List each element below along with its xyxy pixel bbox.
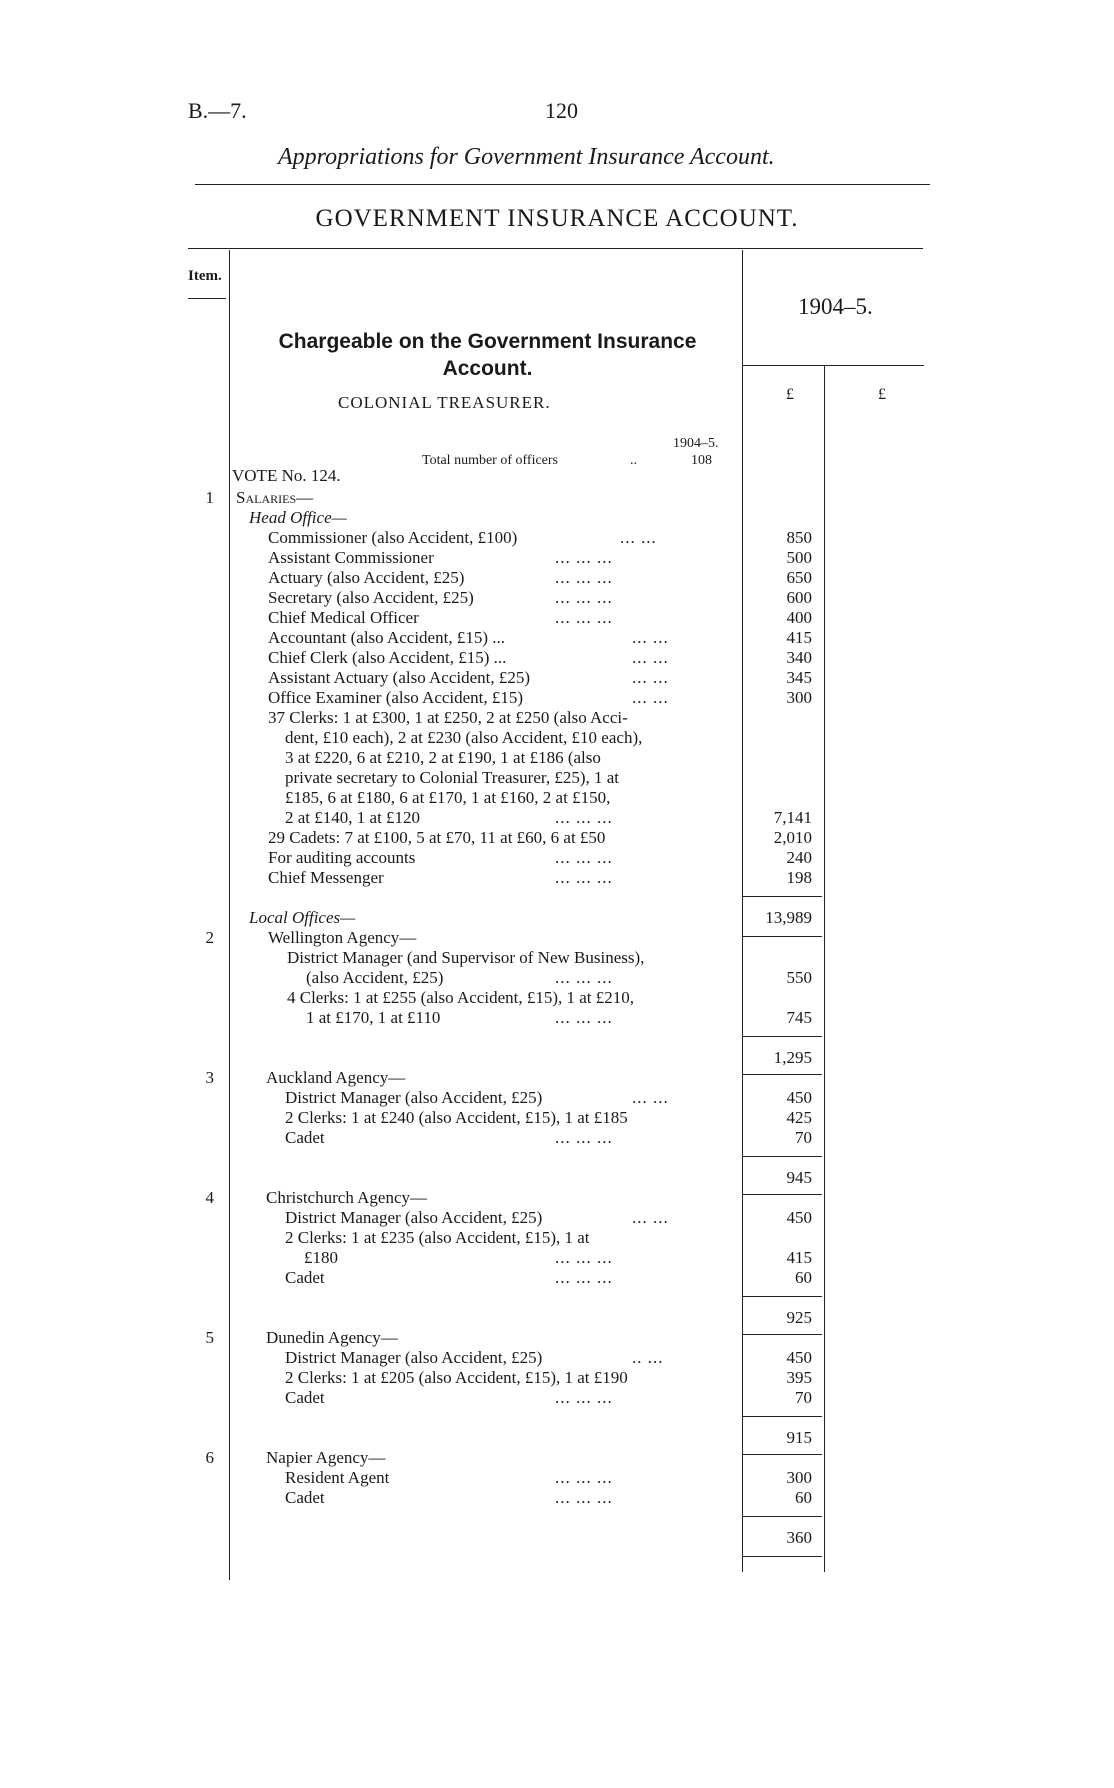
manager-amount: 450 — [786, 1348, 812, 1367]
cadets-row: 29 Cadets: 7 at £100, 5 at £70, 11 at £60, 6 at £50 — [268, 828, 606, 847]
cadet-row: Cadet — [285, 1268, 325, 1287]
manager-row: District Manager (and Supervisor of New Business), — [287, 948, 645, 967]
clerks-row: 2 Clerks: 1 at £240 (also Accident, £15), 1 at £185 — [285, 1108, 628, 1127]
leader-dots: ... ... ... — [555, 1248, 613, 1267]
leader-dots: ... ... — [632, 1208, 669, 1227]
salary-amount: 340 — [786, 648, 812, 667]
leader-dots: ... ... ... — [555, 568, 613, 587]
clerks-line: private secretary to Colonial Treasurer, £25), 1 at — [285, 768, 620, 787]
cadet-amount: 70 — [795, 1388, 812, 1407]
salary-row: Commissioner (also Accident, £100) — [268, 528, 518, 547]
manager-row: District Manager (also Accident, £25) — [285, 1088, 543, 1107]
header-divider — [195, 184, 930, 185]
subtotal-rule — [742, 1334, 822, 1335]
clerks-amount: 7,141 — [773, 808, 812, 827]
clerks-amount: 415 — [786, 1248, 812, 1267]
clerks-row: 2 Clerks: 1 at £235 (also Accident, £15), 1 at — [285, 1228, 590, 1247]
subtotal-rule — [742, 1074, 822, 1075]
chargeable-heading: Chargeable on the Government Insurance Account. — [278, 330, 697, 380]
salary-amount: 850 — [786, 528, 812, 547]
leader-dots: ... ... ... — [555, 808, 613, 827]
item-number: 2 — [205, 928, 214, 947]
salary-amount: 400 — [786, 608, 812, 627]
leader-dots: ... ... ... — [555, 608, 613, 627]
page-number: 120 — [545, 98, 578, 123]
leader-dots: ... ... ... — [555, 1128, 613, 1147]
clerks-line: £185, 6 at £180, 6 at £170, 1 at £160, 2 at £150, — [285, 788, 611, 807]
subtotal-rule — [742, 1194, 822, 1195]
officers-count: 108 — [691, 453, 712, 468]
salary-amount: 500 — [786, 548, 812, 567]
vote-number: VOTE No. 124. — [232, 466, 341, 485]
cadet-row: Cadet — [285, 1488, 325, 1507]
leader-dots: .. ... — [632, 1348, 664, 1367]
agency-total: 945 — [786, 1168, 812, 1187]
salary-amount: 300 — [786, 688, 812, 707]
salary-amount: 650 — [786, 568, 812, 587]
clerks-line: dent, £10 each), 2 at £230 (also Accident, £10 each), — [285, 728, 643, 747]
salary-row: Chief Medical Officer — [268, 608, 419, 627]
leader-dots: ... ... ... — [555, 968, 613, 987]
agency-heading: Christchurch Agency— — [266, 1188, 427, 1207]
total-column-rule — [824, 365, 825, 1572]
agency-total: 360 — [786, 1528, 812, 1547]
subtotal-rule — [742, 1296, 822, 1297]
manager-amount: 450 — [786, 1088, 812, 1107]
leader-dots: ... ... ... — [555, 868, 613, 887]
leader-dots: ... ... — [632, 628, 669, 647]
subtotal-rule — [742, 1454, 822, 1455]
leader-dots: ... ... ... — [555, 548, 613, 567]
clerks-amount: 425 — [786, 1108, 812, 1127]
item-number: 1 — [205, 488, 214, 507]
agent-amount: 300 — [786, 1468, 812, 1487]
salaries-heading: Salaries— — [236, 488, 314, 507]
salary-row: Secretary (also Accident, £25) — [268, 588, 474, 607]
cadet-amount: 60 — [795, 1488, 812, 1507]
officers-label: Total number of officers — [422, 453, 558, 468]
agency-total: 915 — [786, 1428, 812, 1447]
item-header-rule — [188, 298, 226, 299]
clerks-row: 2 Clerks: 1 at £205 (also Accident, £15), 1 at £190 — [285, 1368, 628, 1387]
clerks-row: 4 Clerks: 1 at £255 (also Accident, £15), 1 at £210, — [287, 988, 635, 1007]
auditing-row: For auditing accounts — [268, 848, 416, 867]
salary-amount: 345 — [786, 668, 812, 687]
cadet-amount: 70 — [795, 1128, 812, 1147]
subtotal-rule — [742, 1556, 822, 1557]
leader-dots: ... ... ... — [555, 1008, 613, 1027]
leader-dots: ... ... ... — [555, 1488, 613, 1507]
cadet-amount: 60 — [795, 1268, 812, 1287]
manager-amount: 450 — [786, 1208, 812, 1227]
messenger-amount: 198 — [786, 868, 812, 887]
item-column-rule — [229, 250, 230, 1580]
agency-heading: Auckland Agency— — [266, 1068, 406, 1087]
cadet-row: Cadet — [285, 1388, 325, 1407]
item-number: 6 — [205, 1448, 214, 1467]
agency-total: 925 — [786, 1308, 812, 1327]
manager-row: District Manager (also Accident, £25) — [285, 1348, 543, 1367]
leader-dots: ... ... ... — [555, 1388, 613, 1407]
subtotal-rule — [742, 936, 822, 937]
salary-row: Actuary (also Accident, £25) — [268, 568, 465, 587]
document-code: B.—7. — [188, 98, 247, 123]
clerks-amount: 395 — [786, 1368, 812, 1387]
subtotal-rule — [742, 896, 822, 897]
salary-row: Assistant Commissioner — [268, 548, 434, 567]
subtotal-rule — [742, 1156, 822, 1157]
leader-dots: ... ... ... — [555, 848, 613, 867]
clerks-line: 2 at £140, 1 at £120 — [285, 808, 421, 827]
leader-dots: ... ... — [632, 688, 669, 707]
agency-heading: Napier Agency— — [266, 1448, 386, 1467]
manager-row: District Manager (also Accident, £25) — [285, 1208, 543, 1227]
appropriation-title: Appropriations for Government Insurance Account. — [278, 144, 775, 170]
agent-row: Resident Agent — [285, 1468, 390, 1487]
local-offices-heading: Local Offices— — [249, 908, 356, 927]
clerks-row-cont: 1 at £170, 1 at £110 — [306, 1008, 441, 1027]
leader-dots: ... ... — [620, 528, 657, 547]
leader-dots: ... ... — [632, 648, 669, 667]
agency-total: 1,295 — [773, 1048, 812, 1067]
salary-row: Chief Clerk (also Accident, £15) ... — [268, 648, 507, 667]
agency-heading: Dunedin Agency— — [266, 1328, 398, 1347]
subtotal-rule — [742, 1416, 822, 1417]
year-column-header: 1904–5. — [798, 294, 873, 319]
salary-row: Assistant Actuary (also Accident, £25) — [268, 668, 531, 687]
page-title: GOVERNMENT INSURANCE ACCOUNT. — [315, 205, 799, 232]
pound-column-1: £ — [786, 386, 794, 403]
pound-column-2: £ — [878, 386, 886, 403]
officers-year: 1904–5. — [673, 436, 719, 451]
agency-heading: Wellington Agency— — [268, 928, 417, 947]
cadets-amount: 2,010 — [773, 828, 812, 847]
year-header-rule — [742, 365, 924, 366]
salary-amount: 600 — [786, 588, 812, 607]
salary-row: Office Examiner (also Accident, £15) — [268, 688, 524, 707]
salary-row: Accountant (also Accident, £15) ... — [268, 628, 505, 647]
subtotal-rule — [742, 1036, 822, 1037]
cadet-row: Cadet — [285, 1128, 325, 1147]
clerks-row-cont: £180 — [304, 1248, 338, 1267]
leader-dots: ... ... ... — [555, 1268, 613, 1287]
clerks-amount: 745 — [786, 1008, 812, 1027]
auditing-amount: 240 — [786, 848, 812, 867]
subtotal-rule — [742, 1516, 822, 1517]
leader-dots: ... ... — [632, 1088, 669, 1107]
manager-amount: 550 — [786, 968, 812, 987]
leader-dots: ... ... ... — [555, 588, 613, 607]
item-number: 3 — [205, 1068, 214, 1087]
item-number: 5 — [205, 1328, 214, 1347]
leader-dots: ... ... — [632, 668, 669, 687]
department-heading: COLONIAL TREASURER. — [338, 393, 551, 412]
title-divider — [188, 248, 923, 249]
salary-amount: 415 — [786, 628, 812, 647]
clerks-line: 3 at £220, 6 at £210, 2 at £190, 1 at £186 (also — [285, 748, 601, 767]
item-column-header: Item. — [188, 268, 222, 284]
manager-row-cont: (also Accident, £25) — [306, 968, 444, 987]
clerks-line: 37 Clerks: 1 at £300, 1 at £250, 2 at £250 (also Acci- — [268, 708, 628, 727]
item-number: 4 — [205, 1188, 214, 1207]
head-office-heading: Head Office— — [249, 508, 347, 527]
head-office-total: 13,989 — [765, 908, 812, 927]
leader-dots: ... ... ... — [555, 1468, 613, 1487]
messenger-row: Chief Messenger — [268, 868, 384, 887]
officers-dots: .. — [630, 453, 637, 468]
